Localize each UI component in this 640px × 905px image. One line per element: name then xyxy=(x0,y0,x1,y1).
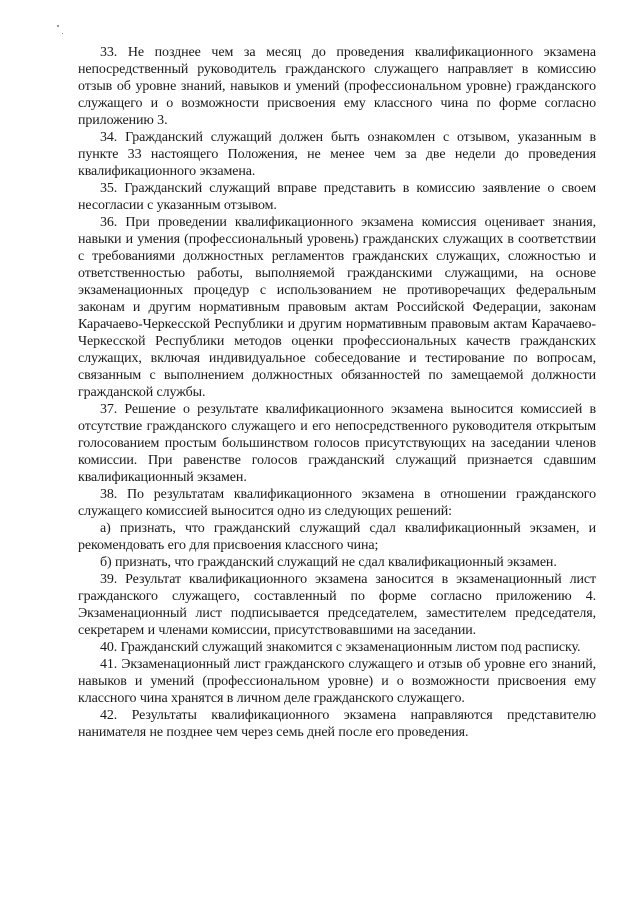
paragraph-41: 41. Экзаменационный лист гражданского служащего и отзыв об уровне его знаний, навыков и умений (профессиональном уровне) и о возможности присвоения ему классного чина хранятся в личном деле гражданского служащего. xyxy=(78,657,596,706)
paragraph-33: 33. Не позднее чем за месяц до проведения квалификационного экзамена непосредственный руководитель гражданского служащего направляет в комиссию отзыв об уровне знаний, навыков и умений (профессиональном уровне) гражданского служащего и о возможности присвоения ему классного чина по форме согласно приложению 3. xyxy=(78,45,596,128)
paragraph-34: 34. Гражданский служащий должен быть ознакомлен с отзывом, указанным в пункте 33 настоящего Положения, не менее чем за две недели до проведения квалификационного экзамена. xyxy=(78,130,596,179)
paragraph-39: 39. Результат квалификационного экзамена заносится в экзаменационный лист гражданского служащего, составленный по форме согласно приложению 4. Экзаменационный лист подписывается председателем, заместителем председателя, секретарем и членами комиссии, присутствовавшими на заседании. xyxy=(78,572,596,638)
document-body xyxy=(78,44,596,741)
paragraph-37: 37. Решение о результате квалификационного экзамена выносится комиссией в отсутствие гражданского служащего и его непосредственного руководителя открытым голосованием простым большинством голосов присутствующих на заседании членов комиссии. При равенстве голосов гражданский служащий признается сдавшим квалификационный экзамен. xyxy=(78,402,596,485)
paragraph-38-a: а) признать, что гражданский служащий сдал квалификационный экзамен, и рекомендовать его для присвоения классного чина; xyxy=(78,521,596,553)
paragraph-38: 38. По результатам квалификационного экзамена в отношении гражданского служащего комиссией выносится одно из следующих решений: xyxy=(78,487,596,519)
scan-speck xyxy=(57,25,59,27)
paragraph-36: 36. При проведении квалификационного экзамена комиссия оценивает знания, навыки и умения (профессиональный уровень) гражданских служащих в соответствии с требованиями должностных регламентов гражданских служащих, сложностью и ответственностью работы, выполняемой гражданскими служащими, на основе экзаменационных процедур с использованием не противоречащих федеральным законам и другим нормативным правовым актам Российской Федерации, законам Карачаево-Черкесской Республики и другим нормативным правовым актам Карачаево-Черкесской Республики методов оценки профессиональных качеств гражданских служащих, включая индивидуальное собеседование и тестирование по вопросам, связанным с выполнением должностных обязанностей по замещаемой должности гражданской службы. xyxy=(78,215,596,400)
scan-speck xyxy=(62,33,63,34)
paragraph-40: 40. Гражданский служащий знакомится с экзаменационным листом под расписку. xyxy=(100,640,581,655)
paragraph-35: 35. Гражданский служащий вправе представить в комиссию заявление о своем несогласии с указанным отзывом. xyxy=(78,181,596,213)
paragraph-38-b: б) признать, что гражданский служащий не сдал квалификационный экзамен. xyxy=(100,555,557,570)
paragraph-42: 42. Результаты квалификационного экзамена направляются представителю нанимателя не позднее чем через семь дней после его проведения. xyxy=(78,708,596,740)
